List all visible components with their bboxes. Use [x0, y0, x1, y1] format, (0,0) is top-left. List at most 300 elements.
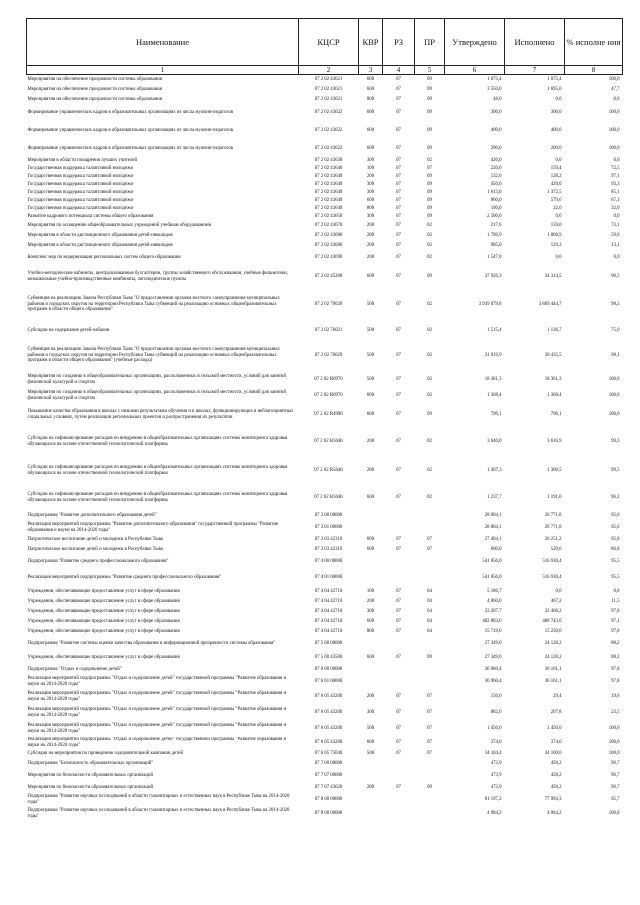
cell-kcsr: 07 4 04 42710 [314, 618, 343, 624]
cell-executed: 207,8 [550, 709, 562, 715]
cell-pr: 02 [427, 352, 432, 358]
cell-kcsr: 07 2 02 76021 [314, 327, 343, 333]
cell-approved: 860,0 [490, 197, 502, 203]
cell-executed: 468 743,0 [542, 618, 562, 624]
cell-executed: 0,0 [555, 213, 562, 219]
cell-percent: 100,0 [608, 127, 620, 133]
cell-pr [415, 569, 445, 587]
cell-kcsr: 07 7 07 43620 [314, 784, 343, 790]
table-row [27, 165, 623, 173]
cell-kcsr: 07 2 02 76020 [314, 301, 343, 307]
table-row [27, 721, 623, 737]
cell-pr: 04 [427, 598, 432, 604]
cell-executed: 77 994,3 [544, 796, 562, 802]
cell-approved: 541 056,0 [482, 574, 502, 580]
cell-percent: 73,1 [611, 222, 620, 228]
cell-name: Субсидия на мероприятия по проведению оздоровительной кампании детей [27, 750, 184, 756]
cell-kcsr: 07 6 01 00000 [314, 678, 343, 684]
cell-executed: 1 075,4 [547, 76, 562, 82]
cell-kvr: 500 [366, 376, 375, 382]
cell-name: Подпрограмма "Развитие дополнительного образования детей" [27, 512, 157, 518]
cell-kcsr: 07 5 00 43500 [314, 654, 343, 660]
cell-pr: 09 [427, 127, 432, 133]
cell-kcsr: 07 4 04 42710 [314, 598, 343, 604]
cell-kvr: 300 [366, 189, 375, 195]
table-row [27, 569, 623, 587]
table-row [27, 157, 623, 165]
table-row [27, 371, 623, 389]
cell-percent: 47,7 [611, 86, 620, 92]
cell-pr: 07 [427, 546, 432, 552]
cell-name: Повышение качества образования в школах с низкими результатами обучения и в школах, функционирующих в неблагоприятных социальных условиях, путем реализации региональных проектов и распространения их результатов [27, 408, 294, 420]
cell-kvr: 500 [366, 725, 375, 731]
cell-pr [415, 665, 445, 675]
cell-pr [415, 637, 445, 651]
cell-kcsr: 07 4 00 00000 [314, 558, 343, 564]
cell-pr: 09 [427, 109, 432, 115]
table-row [27, 627, 623, 637]
cell-approved: 985,0 [490, 242, 502, 248]
cell-rz: 07 [396, 536, 401, 542]
cell-executed: 32 468,2 [544, 608, 562, 614]
cell-pr [415, 807, 445, 821]
cell-executed: 15 250,0 [544, 628, 562, 634]
cell-kcsr: 07 2 02 R0970 [314, 392, 343, 398]
header-approved: Утверждено [445, 19, 505, 66]
table-row [27, 793, 623, 807]
cell-rz: 07 [396, 750, 401, 756]
cell-approved: 4 984,2 [487, 810, 502, 816]
table-row [27, 737, 623, 749]
cell-approved: 1 613,0 [487, 189, 502, 195]
cell-approved: 400,0 [490, 127, 502, 133]
cell-approved: 28 004,1 [484, 512, 502, 518]
cell-name: Мероприятия по оснащению общеобразовательных учреждений учебным оборудованием [27, 222, 212, 228]
cell-executed: 300,0 [550, 109, 562, 115]
cell-percent: 95,6 [611, 512, 620, 518]
cell-approved: 1 368,4 [487, 392, 502, 398]
cell-kvr: 100 [366, 588, 375, 594]
cell-rz: 07 [396, 327, 401, 333]
cell-kvr [359, 769, 383, 783]
cell-percent: 97,8 [611, 666, 620, 672]
cell-name: Государственная поддержка талантливой молодежи [27, 165, 134, 171]
table-row [27, 521, 623, 535]
cell-pr [415, 675, 445, 689]
cell-name: Мероприятия по безопасности образовательных организаций [27, 784, 154, 790]
cell-executed: 1 136,7 [547, 327, 562, 333]
table-row [27, 341, 623, 371]
cell-kcsr: 07 2 02 43640 [314, 181, 343, 187]
cell-kvr [359, 569, 383, 587]
cell-executed: 458,2 [550, 784, 562, 790]
cell-rz: 07 [396, 242, 401, 248]
cell-pr: 07 [427, 165, 432, 171]
cell-kcsr: 07 2 02 43630 [314, 157, 343, 163]
cell-rz: 07 [396, 608, 401, 614]
cell-approved: 796,1 [490, 411, 502, 417]
cell-executed: 0,0 [555, 157, 562, 163]
cell-name: Реализация мероприятий подпрограммы "Развитие дополнительного образования" государственной программы "Развитие образования и науки на 2014-2020 годы" [27, 521, 279, 533]
table-row [27, 321, 623, 341]
table-row [27, 265, 623, 289]
cell-approved: 33 207,7 [484, 608, 502, 614]
cell-executed: 400,0 [550, 127, 562, 133]
cell-kcsr: 07 4 04 42710 [314, 608, 343, 614]
cell-approved: 15 719,0 [484, 628, 502, 634]
table-row [27, 85, 623, 95]
cell-pr: 09 [427, 654, 432, 660]
cell-percent: 96,7 [611, 760, 620, 766]
cell-percent: 97,0 [611, 628, 620, 634]
cell-name: Реализация мероприятий подпрограммы "Отдых и оздоровление детей" государственной программы "Развитие образования и науки на 2014-2020 годы" [27, 675, 287, 687]
cell-name: Комплекс мер по модернизации региональных систем общего образования [27, 254, 181, 260]
cell-approved: 1 547,0 [487, 254, 502, 260]
cell-percent: 96,2 [611, 494, 620, 500]
cell-approved: 48,0 [493, 96, 502, 102]
cell-kcsr: 07 2 02 43680 [314, 232, 343, 238]
cell-rz: 07 [396, 189, 401, 195]
cell-percent: 95,6 [611, 524, 620, 530]
cell-approved: 100,0 [490, 205, 502, 211]
cell-executed: 24 128,2 [544, 654, 562, 660]
cell-name: Мероприятия на обеспечение прозрачности системы образования [27, 96, 162, 102]
cell-name: Государственная поддержка талантливой молодежи [27, 173, 134, 179]
cell-name: Субсидии на содержание детей-чабанов [27, 327, 110, 333]
cell-approved: 473,9 [490, 784, 502, 790]
cell-name: Мероприятия по созданию в общеобразовательных организациях, расположенных в сельской местности, условий для занятий физической культурой и спортом [27, 373, 287, 385]
cell-percent: 95,5 [611, 558, 620, 564]
cell-approved: 27 404,1 [484, 536, 502, 542]
cell-rz: 07 [396, 127, 401, 133]
cell-name: Реализация мероприятий подпрограммы "Отдых и оздоровление детей" государственной программы "Развитие образования и науки на 2014-2020 годы" [27, 736, 287, 748]
cell-pr: 02 [427, 494, 432, 500]
cell-kcsr: 07 2 02 43640 [314, 205, 343, 211]
cell-percent: 72,5 [611, 165, 620, 171]
cell-pr: 09 [427, 181, 432, 187]
cell-kvr: 500 [366, 327, 375, 333]
table-row [27, 213, 623, 221]
cell-rz: 07 [396, 411, 401, 417]
cell-approved: 31 019,9 [484, 352, 502, 358]
cell-kvr: 200 [366, 242, 375, 248]
column-number: 7 [505, 66, 565, 75]
cell-name: Подпрограмма "Развитие системы оценки качества образования и информационной прозрачности системы образования" [27, 640, 276, 646]
cell-pr: 02 [427, 467, 432, 473]
cell-kcsr: 07 2 02 43640 [314, 197, 343, 203]
cell-kvr: 600 [366, 392, 375, 398]
table-row [27, 705, 623, 721]
cell-kvr: 600 [366, 411, 375, 417]
cell-approved: 1 450,0 [487, 725, 502, 731]
cell-approved: 132,0 [490, 173, 502, 179]
cell-percent: 100,0 [608, 725, 620, 731]
column-number-row [27, 66, 623, 75]
cell-name: Учреждения, обеспечивающие предоставление услуг в сфере образования [27, 654, 180, 660]
cell-rz: 07 [396, 109, 401, 115]
cell-kvr: 600 [366, 739, 375, 745]
cell-kcsr: 07 2 02 43622 [314, 145, 343, 151]
cell-executed: 458,2 [550, 772, 562, 778]
cell-name: Формирование управленческих кадров в образовательных организациях из числа мужчин-педагогов [27, 145, 234, 151]
cell-rz [383, 769, 415, 783]
cell-percent: 99,5 [611, 467, 620, 473]
cell-executed: 0,0 [555, 254, 562, 260]
cell-rz: 07 [396, 784, 401, 790]
cell-kvr: 300 [366, 157, 375, 163]
cell-executed: 18 361,3 [544, 376, 562, 382]
cell-kvr: 600 [366, 273, 375, 279]
cell-approved: 34 104,4 [484, 750, 502, 756]
table-row [27, 617, 623, 627]
cell-rz [383, 521, 415, 535]
cell-pr: 04 [427, 588, 432, 594]
cell-rz: 07 [396, 86, 401, 92]
cell-pr: 09 [427, 76, 432, 82]
cell-executed: 579,6 [550, 197, 562, 203]
cell-pr: 02 [427, 232, 432, 238]
cell-rz: 07 [396, 213, 401, 219]
cell-rz [383, 511, 415, 521]
cell-kvr: 200 [366, 693, 375, 699]
table-row [27, 587, 623, 597]
cell-approved: 27 349,0 [484, 654, 502, 660]
cell-percent: 88,2 [611, 654, 620, 660]
cell-kvr: 600 [366, 197, 375, 203]
cell-name: Субвенция на реализацию Закона Республики Тыва "О предоставлении органам местного самоуправления муниципальных районов и городских округов на территории Республики Тыва субвенций на реализацию основных общеобразовательных программ в области общего образования" (учебные расходы) [27, 347, 280, 364]
cell-kcsr: 07 2 02 43690 [314, 254, 343, 260]
cell-approved: 37 926,3 [484, 273, 502, 279]
cell-name: Учреждения, обеспечивающие предоставление услуг в сфере образования [27, 628, 180, 634]
cell-executed: 30 435,5 [544, 352, 562, 358]
cell-rz: 07 [396, 352, 401, 358]
cell-pr: 07 [427, 739, 432, 745]
cell-rz: 07 [396, 222, 401, 228]
cell-kcsr: 07 8 00 00000 [314, 810, 343, 816]
cell-rz [383, 555, 415, 569]
cell-rz: 07 [396, 273, 401, 279]
cell-pr: 09 [427, 411, 432, 417]
cell-pr: 09 [427, 784, 432, 790]
cell-kvr: 500 [366, 750, 375, 756]
cell-executed: 128,2 [550, 173, 562, 179]
table-row [27, 205, 623, 213]
cell-kvr: 200 [366, 784, 375, 790]
cell-percent: 98,2 [611, 301, 620, 307]
column-number: 8 [565, 66, 623, 75]
table-row [27, 597, 623, 607]
cell-pr: 02 [427, 157, 432, 163]
cell-pr: 02 [427, 392, 432, 398]
cell-executed: 0,0 [555, 588, 562, 594]
header-percent: % исполне ния [565, 19, 623, 66]
cell-kvr: 300 [366, 709, 375, 715]
table-row [27, 389, 623, 403]
cell-percent: 99,3 [611, 438, 620, 444]
cell-pr: 09 [427, 173, 432, 179]
cell-percent: 67,3 [611, 197, 620, 203]
cell-executed: 159,4 [550, 165, 562, 171]
cell-executed: 36 161,1 [544, 678, 562, 684]
cell-percent: 86,8 [611, 546, 620, 552]
cell-kcsr: 07 2 02 R5640 [314, 494, 343, 500]
cell-executed: 34 314,5 [544, 273, 562, 279]
cell-percent: 100,0 [608, 411, 620, 417]
cell-name: Мероприятия на обеспечение прозрачности системы образования [27, 76, 162, 82]
cell-approved: 882,0 [490, 709, 502, 715]
cell-rz: 07 [396, 739, 401, 745]
table-row [27, 241, 623, 251]
table-row [27, 251, 623, 265]
table-row [27, 403, 623, 427]
cell-kcsr: 07 2 02 R4990 [314, 411, 343, 417]
cell-approved: 4 060,0 [487, 598, 502, 604]
cell-name: Субсидии на софинансирование расходов по внедрению в общеобразовательных организациях системы мониторинга здоровья обучающихся на основе отечественной технологической платформы [27, 435, 288, 447]
cell-rz [383, 637, 415, 651]
cell-name: Формирование управленческих кадров в образовательных организациях из числа мужчин-педагогов [27, 109, 234, 115]
cell-executed: 796,1 [550, 411, 562, 417]
budget-table [26, 18, 623, 821]
cell-rz: 07 [396, 709, 401, 715]
cell-approved: 3 550,0 [487, 86, 502, 92]
cell-executed: 516 930,4 [542, 558, 562, 564]
cell-kcsr: 07 2 02 R5640 [314, 467, 343, 473]
table-row [27, 173, 623, 181]
column-number: 4 [383, 66, 415, 75]
cell-executed: 29,4 [553, 693, 562, 699]
cell-pr: 07 [427, 709, 432, 715]
cell-name: Реализация мероприятий подпрограммы "Отдых и оздоровление детей" государственной программы "Развитие образования и науки на 2014-2020 годы" [27, 722, 287, 734]
cell-kvr: 600 [366, 109, 375, 115]
cell-rz: 07 [396, 654, 401, 660]
cell-approved: 81 197,2 [484, 796, 502, 802]
cell-pr: 02 [427, 327, 432, 333]
cell-executed: 26 771,8 [544, 512, 562, 518]
cell-kcsr: 07 2 02 43640 [314, 189, 343, 195]
column-number: 5 [415, 66, 445, 75]
cell-kvr [359, 793, 383, 807]
cell-approved: 473,9 [490, 760, 502, 766]
cell-approved: 1 075,4 [487, 76, 502, 82]
header-executed: Исполнено [505, 19, 565, 66]
cell-rz: 07 [396, 145, 401, 151]
cell-pr: 02 [427, 254, 432, 260]
cell-percent: 97,8 [611, 678, 620, 684]
cell-rz: 07 [396, 157, 401, 163]
cell-rz: 07 [396, 165, 401, 171]
cell-rz [383, 665, 415, 675]
cell-percent: 23,5 [611, 709, 620, 715]
cell-pr: 02 [427, 301, 432, 307]
cell-kvr: 200 [366, 438, 375, 444]
cell-kvr [359, 511, 383, 521]
cell-percent: 88,2 [611, 640, 620, 646]
cell-approved: 1 367,3 [487, 467, 502, 473]
cell-name: Государственная поддержка талантливой молодежи [27, 189, 134, 195]
cell-executed: 3 616,9 [547, 438, 562, 444]
cell-percent: 0,0 [613, 254, 620, 260]
table-row [27, 545, 623, 555]
cell-name: Подпрограмма "Развитие среднего профессионального образования" [27, 558, 169, 564]
cell-approved: 150,0 [490, 693, 502, 699]
header-kcsr: КЦСР [299, 19, 359, 66]
table-row [27, 121, 623, 141]
cell-kcsr: 07 2 02 43621 [314, 86, 343, 92]
cell-kvr: 600 [366, 86, 375, 92]
cell-kcsr: 07 3 01 00000 [314, 524, 343, 530]
cell-name: Подпрограмма "Отдых и оздоровление детей" [27, 666, 122, 672]
cell-executed: 0,0 [555, 96, 562, 102]
cell-name: Патриотическое воспитание детей и молодежи в Республике Тыва [27, 546, 163, 552]
table-header [27, 19, 623, 75]
cell-percent: 13,1 [611, 242, 620, 248]
cell-name: Мероприятия в области дистанционного образования детей-инвалидов [27, 242, 173, 248]
cell-kvr: 600 [366, 145, 375, 151]
cell-kcsr: 07 2 02 43621 [314, 96, 343, 102]
table-row [27, 485, 623, 511]
cell-name: Субсидии на софинансирование расходов по внедрению в общеобразовательных организациях системы мониторинга здоровья обучающихся на основе отечественной технологической платформы [27, 491, 288, 503]
cell-name: Патриотическое воспитание детей и молодежи в Республике Тыва [27, 536, 163, 542]
cell-kcsr: 07 2 02 43670 [314, 222, 343, 228]
cell-pr: 04 [427, 608, 432, 614]
cell-name: Реализация мероприятий подпрограммы "Отдых и оздоровление детей" государственной программы "Развитие образования и науки на 2014-2020 годы" [27, 690, 287, 702]
cell-name: Мероприятия в области дистанционного образования детей-инвалидов [27, 232, 173, 238]
cell-pr [415, 759, 445, 769]
cell-kvr [359, 807, 383, 821]
cell-kvr: 600 [366, 546, 375, 552]
cell-kvr: 600 [366, 494, 375, 500]
cell-kcsr: 07 7 07 00000 [314, 772, 343, 778]
cell-executed: 159,0 [550, 222, 562, 228]
table-row [27, 457, 623, 485]
cell-rz: 07 [396, 205, 401, 211]
cell-pr: 09 [427, 213, 432, 219]
cell-kvr: 600 [366, 76, 375, 82]
cell-approved: 374,0 [490, 739, 502, 745]
cell-kcsr: 07 2 02 76029 [314, 352, 343, 358]
cell-pr: 07 [427, 725, 432, 731]
cell-rz: 07 [396, 628, 401, 634]
cell-approved: 220,0 [490, 165, 502, 171]
cell-percent: 100,0 [608, 76, 620, 82]
cell-percent: 98,1 [611, 352, 620, 358]
header-kvr: КВР [359, 19, 383, 66]
cell-name: Формирование управленческих кадров в образовательных организациях из числа мужчин-педагогов [27, 127, 234, 133]
cell-approved: 200,0 [490, 145, 502, 151]
cell-executed: 3 869 444,7 [538, 301, 562, 307]
cell-pr [415, 511, 445, 521]
cell-rz [383, 793, 415, 807]
cell-pr: 09 [427, 189, 432, 195]
cell-kcsr: 07 4 01 00000 [314, 574, 343, 580]
cell-kcsr: 07 2 02 43622 [314, 127, 343, 133]
cell-percent: 100,0 [608, 810, 620, 816]
cell-executed: 1 191,0 [547, 494, 562, 500]
cell-kvr: 500 [366, 352, 375, 358]
cell-executed: 458,2 [550, 760, 562, 766]
cell-pr: 07 [427, 750, 432, 756]
cell-pr: 09 [427, 197, 432, 203]
table-row [27, 141, 623, 157]
cell-name: Государственная поддержка талантливой молодежи [27, 181, 134, 187]
cell-percent: 0,0 [613, 213, 620, 219]
cell-pr: 09 [427, 145, 432, 151]
header-rz: РЗ [383, 19, 415, 66]
cell-name: Учреждения, обеспечивающие предоставление услуг в сфере образования [27, 608, 180, 614]
cell-pr: 09 [427, 96, 432, 102]
cell-kcsr: 07 5 00 00000 [314, 640, 343, 646]
cell-approved: 18 361,3 [484, 376, 502, 382]
